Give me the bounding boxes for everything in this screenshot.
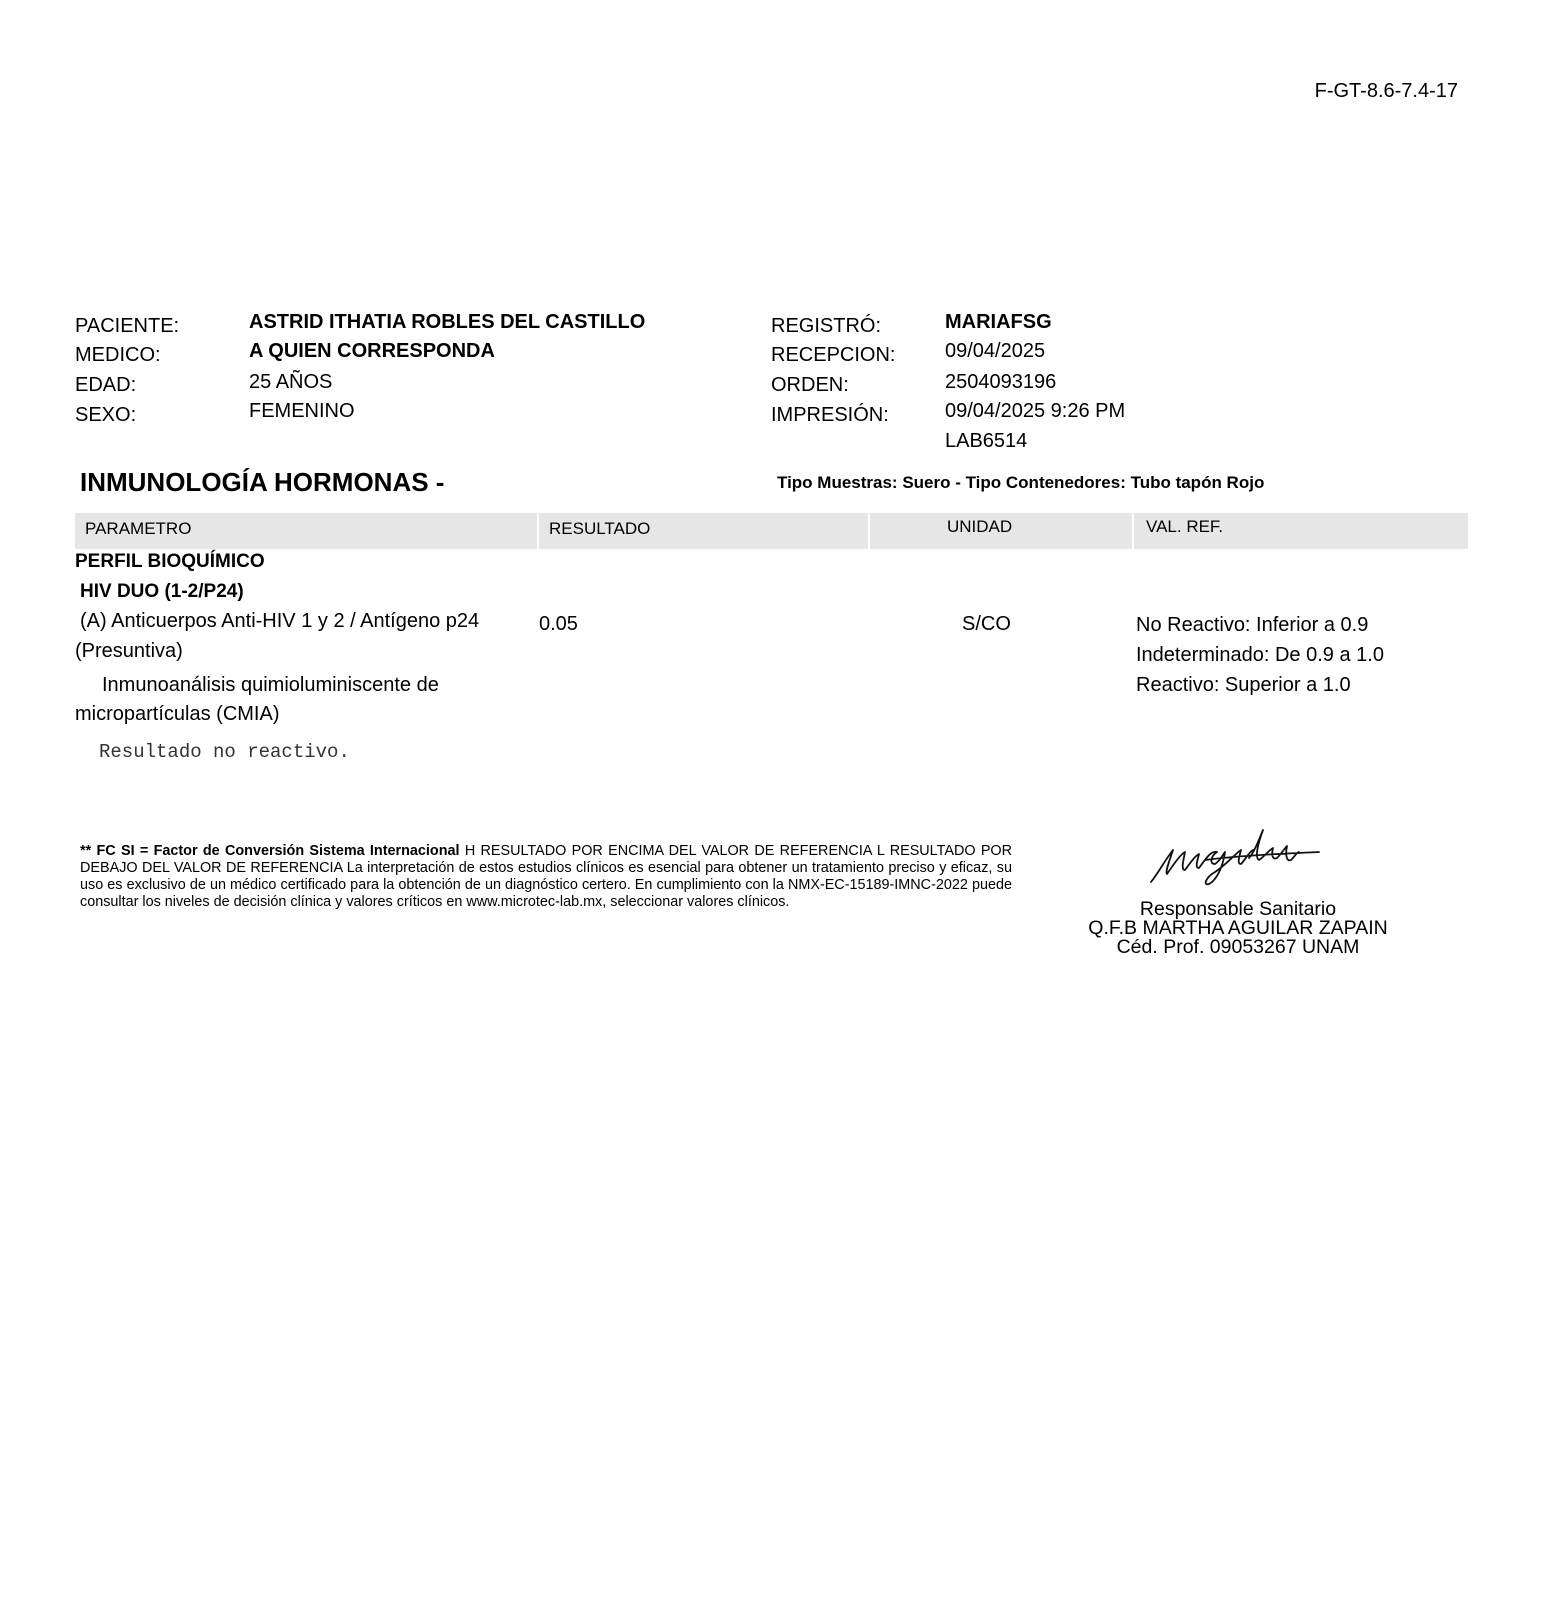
header-val-ref: VAL. REF. <box>1146 517 1224 536</box>
result-comment: Resultado no reactivo. <box>99 741 350 763</box>
result-value: 0.05 <box>539 613 578 635</box>
signature-name: Q.F.B MARTHA AGUILAR ZAPAIN <box>1088 917 1388 939</box>
header-resultado: RESULTADO <box>549 519 651 538</box>
edad-value: 25 AÑOS <box>249 371 333 393</box>
footnote-bold: ** FC SI = Factor de Conversión Sistema Internacional <box>80 843 460 859</box>
ref-value: Indeterminado: De 0.9 a 1.0 <box>1136 644 1384 666</box>
registro-label: REGISTRÓ: <box>771 315 882 337</box>
signature-block <box>1078 900 1398 957</box>
paciente-value: ASTRID ITHATIA ROBLES DEL CASTILLO <box>249 311 646 333</box>
edad-label: EDAD: <box>75 374 137 396</box>
recepcion-label: RECEPCION: <box>771 344 896 366</box>
medico-value: A QUIEN CORRESPONDA <box>249 340 495 362</box>
profile-title: PERFIL BIOQUÍMICO <box>75 551 265 572</box>
signature-license: Céd. Prof. 09053267 UNAM <box>1116 936 1360 958</box>
signature-text: Maguilar <box>1145 822 1149 823</box>
method-line1: Inmunoanálisis quimioluminiscente de <box>102 674 439 696</box>
ref-value: No Reactivo: Inferior a 0.9 <box>1136 614 1369 636</box>
header-unidad: UNIDAD <box>947 517 1013 536</box>
test-name-line1: (A) Anticuerpos Anti-HIV 1 y 2 / Antígeno p24 <box>80 610 480 632</box>
header-parametro: PARAMETRO <box>85 519 192 538</box>
medico-label: MEDICO: <box>75 344 161 366</box>
recepcion-value: 09/04/2025 <box>945 340 1046 362</box>
method-line2: micropartículas (CMIA) <box>75 703 280 725</box>
registro-value: MARIAFSG <box>945 311 1052 333</box>
footnote-text: H RESULTADO POR ENCIMA DEL VALOR DE REFERENCIA L RESULTADO POR DEBAJO DEL VALOR DE REFERENCIA La interpretación de estos estudios clínicos es esencial para obtener un tratamiento preciso y eficaz, su uso es exclusivo de un médico certificado para la obtención de un diagnóstico certero. En cumplimiento con la NMX-EC-15189-IMNC-2022 puede consultar los niveles de decisión clínica y valores críticos en www.microtec-lab.mx, seleccionar valores clínicos. <box>80 843 1013 910</box>
lab-code: LAB6514 <box>945 430 1028 452</box>
sample-info: Tipo Muestras: Suero - Tipo Contenedores: Tubo tapón Rojo <box>777 473 1265 492</box>
sexo-value: FEMENINO <box>249 400 355 422</box>
paciente-label: PACIENTE: <box>75 315 180 337</box>
signature-role: Responsable Sanitario <box>1139 898 1337 920</box>
test-group: HIV DUO (1-2/P24) <box>80 581 244 602</box>
ref-value: Reactivo: Superior a 1.0 <box>1136 674 1351 696</box>
orden-value: 2504093196 <box>945 371 1057 393</box>
unit-value: S/CO <box>962 613 1011 635</box>
impresion-label: IMPRESIÓN: <box>771 404 889 426</box>
section-title: INMUNOLOGÍA HORMONAS - <box>80 467 445 497</box>
test-name-line2: (Presuntiva) <box>75 640 183 662</box>
footnote <box>80 843 1012 911</box>
signature <box>1145 822 1325 897</box>
orden-label: ORDEN: <box>771 374 849 396</box>
form-code: F-GT-8.6-7.4-17 <box>1314 80 1458 102</box>
impresion-value: 09/04/2025 9:26 PM <box>945 400 1126 422</box>
signature-image <box>1145 822 1325 892</box>
sexo-label: SEXO: <box>75 404 137 426</box>
table-header <box>75 513 1468 549</box>
